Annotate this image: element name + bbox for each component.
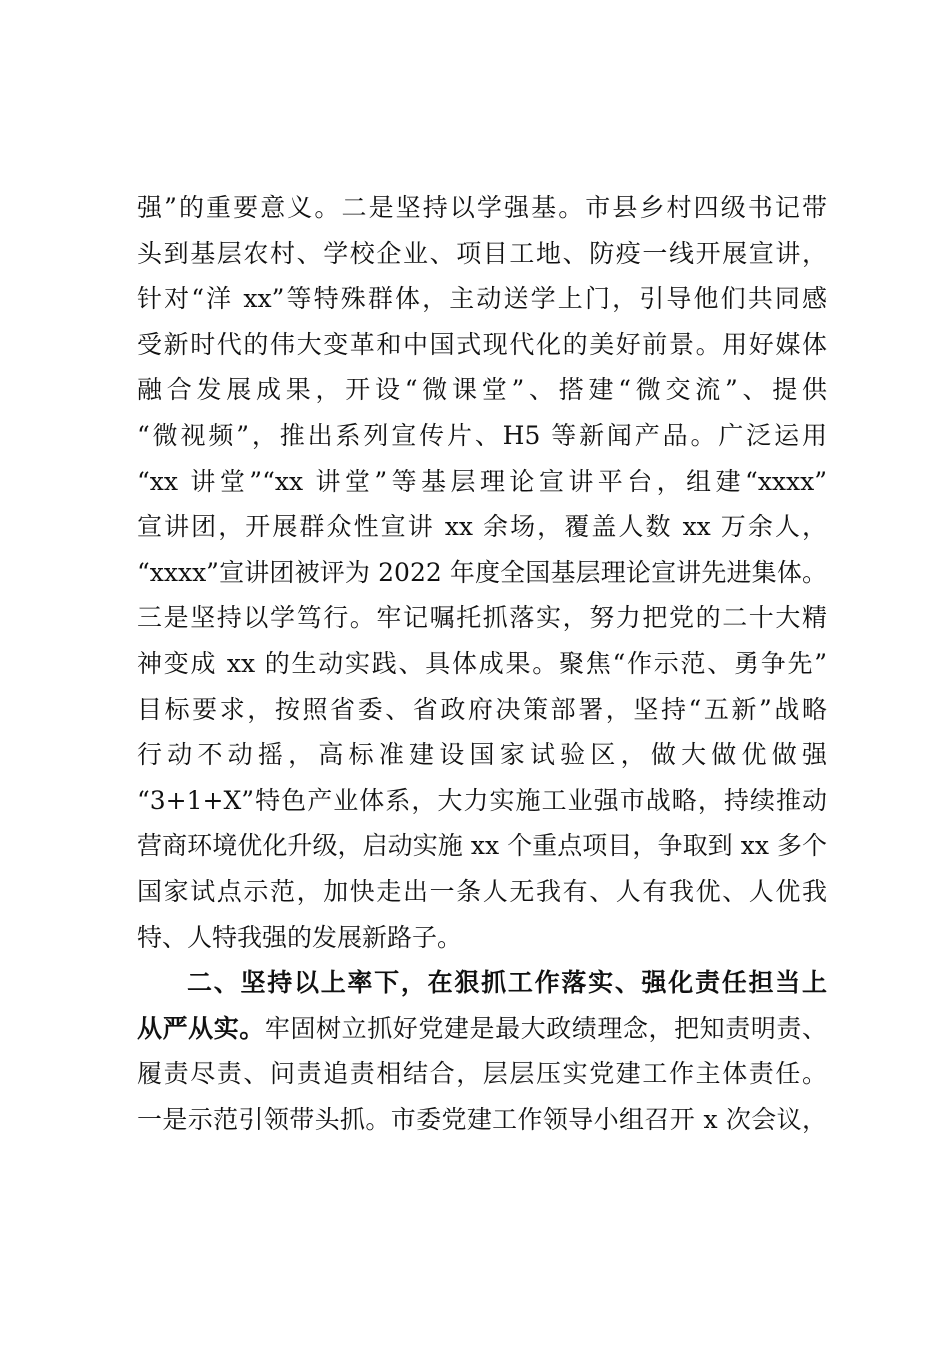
paragraph-line: 头到基层农村、学校企业、项目工地、防疫一线开展宣讲， [137, 238, 827, 268]
section-heading-continuation [137, 1006, 827, 1052]
paragraph-line: 强”的重要意义。二是坚持以学强基。市县乡村四级书记带 [137, 193, 827, 222]
paragraph-line: “3+1+X”特色产业体系，大力实施工业强市战略，持续推动 [137, 785, 827, 815]
paragraph-line: 行动不动摇，高标准建设国家试验区，做大做优做强 [137, 740, 827, 770]
paragraph-line: 神变成 xx 的生动实践、具体成果。聚焦“作示范、勇争先” [137, 648, 827, 678]
section-heading-tail: 从严从实。 [137, 1013, 265, 1043]
section-heading: 二、坚持以上率下，在狠抓工作落实、强化责任担当上 [187, 968, 827, 998]
paragraph-line: 国家试点示范，加快走出一条人无我有、人有我优、人优我 [137, 876, 827, 906]
paragraph-line: 营商环境优化升级，启动实施 xx 个重点项目，争取到 xx 多个 [137, 831, 827, 861]
paragraph-line: 针对“洋 xx”等特殊群体，主动送学上门，引导他们共同感 [137, 284, 827, 314]
paragraph-line: 一是示范引领带头抓。市委党建工作领导小组召开 x 次会议， [137, 1104, 827, 1134]
paragraph-line: 目标要求，按照省委、省政府决策部署，坚持“五新”战略 [137, 694, 827, 724]
paragraph-line: “xxxx”宣讲团被评为 2022 年度全国基层理论宣讲先进集体。 [137, 557, 827, 587]
paragraph-line: “微视频”，推出系列宣传片、H5 等新闻产品。广泛运用 [137, 420, 827, 450]
paragraph-line: 特、人特我强的发展新路子。 [137, 922, 463, 952]
paragraph-line: 履责尽责、问责追责相结合，层层压实党建工作主体责任。 [137, 1059, 827, 1089]
paragraph-line: 宣讲团，开展群众性宣讲 xx 余场，覆盖人数 xx 万余人， [137, 512, 827, 542]
paragraph-line: 三是坚持以学笃行。牢记嘱托抓落实，努力把党的二十大精 [137, 603, 827, 633]
paragraph-line: 融合发展成果，开设“微课堂”、搭建“微交流”、提供 [137, 375, 827, 405]
section-body-text: 牢固树立抓好党建是最大政绩理念，把知责明责、 [264, 1013, 827, 1043]
paragraph-line: 受新时代的伟大变革和中国式现代化的美好前景。用好媒体 [137, 329, 827, 359]
paragraph-line: “xx 讲堂”“xx 讲堂”等基层理论宣讲平台，组建“xxxx” [137, 466, 827, 496]
document-body [137, 185, 827, 1142]
